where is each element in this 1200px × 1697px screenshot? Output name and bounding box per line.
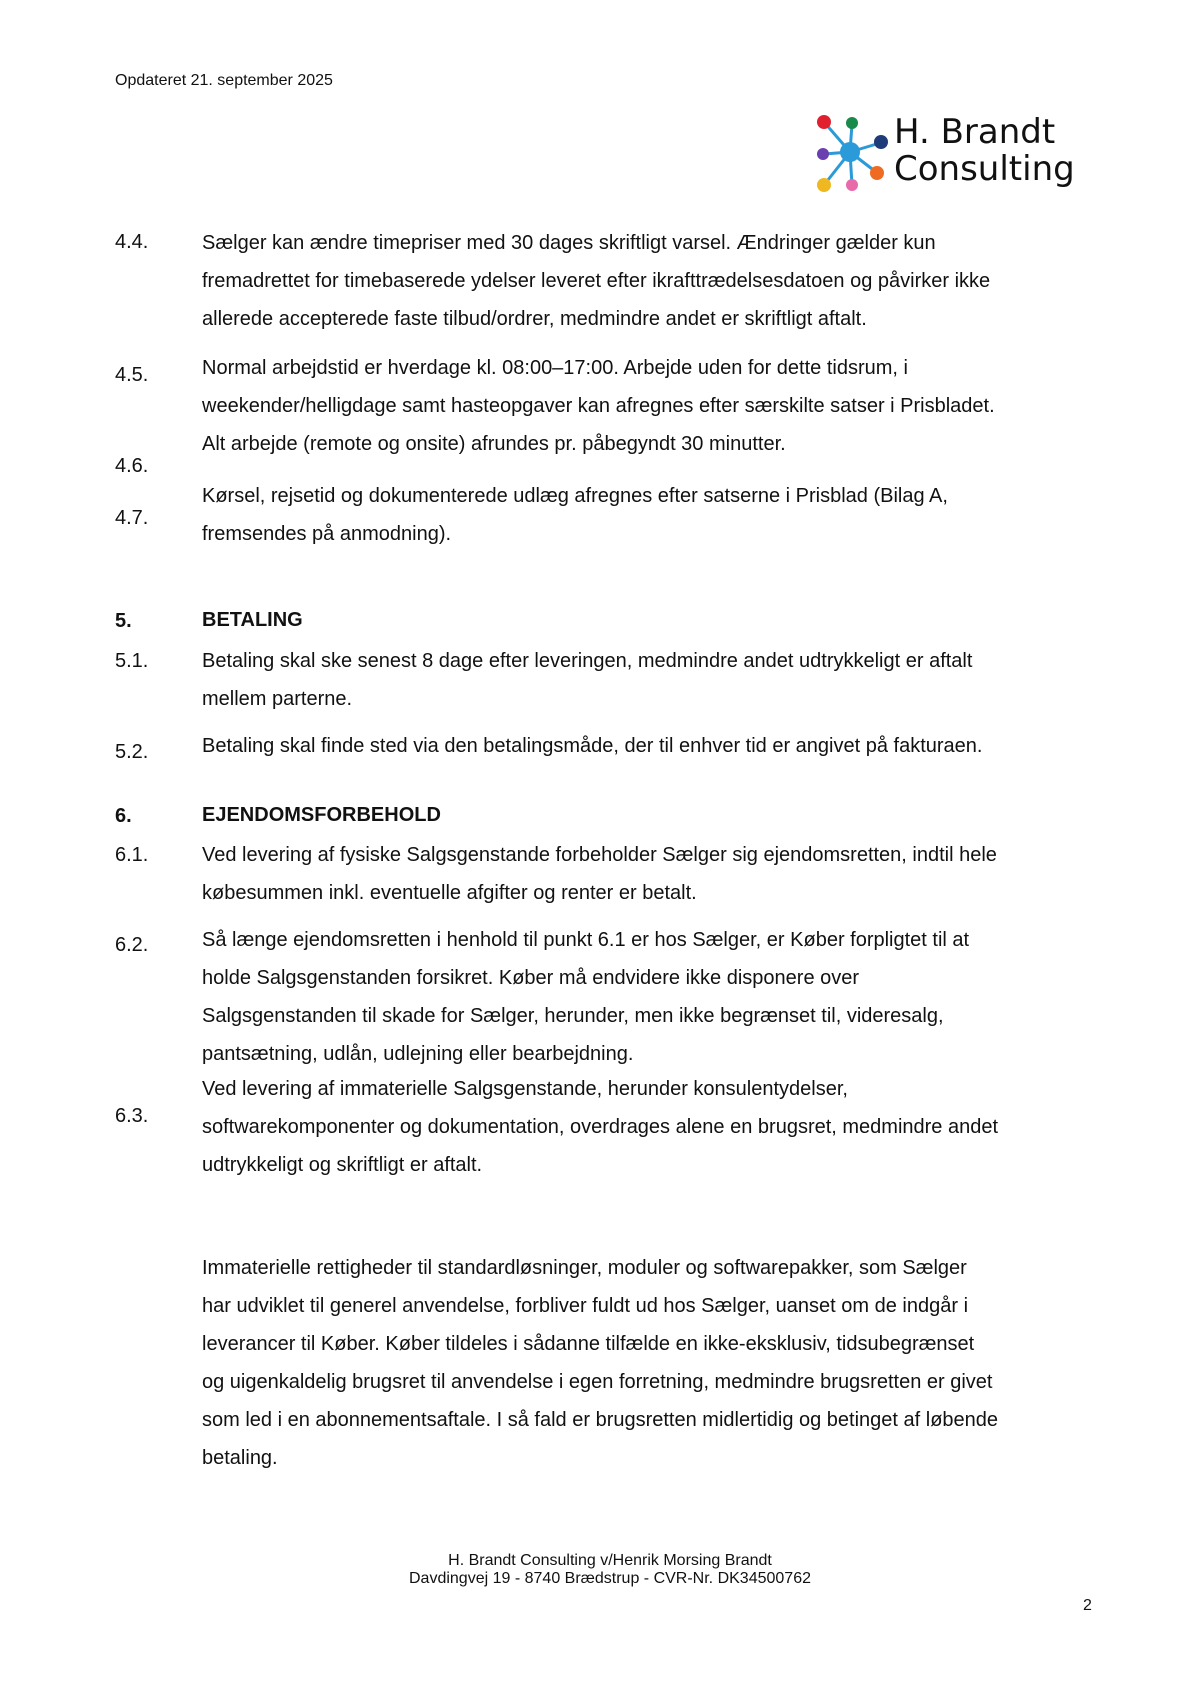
clause-number: 5.2.	[115, 741, 149, 763]
footer-company: H. Brandt Consulting v/Henrik Morsing Brandt	[448, 1552, 772, 1569]
network-logo-icon	[812, 110, 892, 192]
text-line: udtrykkeligt og skriftligt er aftalt.	[202, 1154, 483, 1176]
text-line: leverancer til Køber. Køber tildeles i sådanne tilfælde en ikke-eksklusiv, tidsubegrænset	[202, 1333, 975, 1355]
text-line: Salgsgenstanden til skade for Sælger, herunder, men ikke begrænset til, videresalg,	[202, 1005, 944, 1027]
text-line: Normal arbejdstid er hverdage kl. 08:00–17:00. Arbejde uden for dette tidsrum, i	[202, 357, 908, 379]
text-line: har udviklet til generel anvendelse, forbliver fuldt ud hos Sælger, uanset om de indgår i	[202, 1295, 969, 1317]
text-line: Sælger kan ændre timepriser med 30 dages skriftligt varsel. Ændringer gælder kun	[202, 232, 936, 254]
text-line: og uigenkaldelig brugsret til anvendelse i egen forretning, medmindre brugsretten er givet	[202, 1371, 993, 1393]
clause-6-3	[202, 1070, 1102, 1184]
updated-date: Opdateret 21. september 2025	[115, 72, 333, 89]
company-logo	[812, 110, 1092, 192]
text-line: som led i en abonnementsaftale. I så fald er brugsretten midlertidig og betinget af løbende	[202, 1409, 999, 1431]
clause-number: 4.5.	[115, 364, 149, 386]
clause-4-5	[202, 349, 1102, 425]
clause-6-1	[202, 836, 1102, 912]
clause-number: 4.7.	[115, 507, 149, 529]
clause-number: 6.3.	[115, 1105, 149, 1127]
logo-line1: H. Brandt	[894, 112, 1056, 152]
page-footer	[0, 1552, 1200, 1588]
text-line: pantsætning, udlån, udlejning eller bearbejdning.	[202, 1043, 634, 1065]
clause-number: 6.1.	[115, 844, 149, 866]
logo-text	[894, 114, 1075, 188]
section-number: 5.	[115, 610, 132, 632]
section-title-ejendomsforbehold: EJENDOMSFORBEHOLD	[202, 804, 441, 826]
logo-line2: Consulting	[894, 149, 1075, 189]
text-line: holde Salgsgenstanden forsikret. Køber må endvidere ikke disponere over	[202, 967, 860, 989]
clause-number: 6.2.	[115, 934, 149, 956]
text-line: Alt arbejde (remote og onsite) afrundes pr. påbegyndt 30 minutter.	[202, 433, 786, 455]
text-line: Så længe ejendomsretten i henhold til punkt 6.1 er hos Sælger, er Køber forpligtet til at	[202, 929, 970, 951]
text-line: Immaterielle rettigheder til standardløsninger, moduler og softwarepakker, som Sælger	[202, 1257, 967, 1279]
text-line: Ved levering af fysiske Salgsgenstande forbeholder Sælger sig ejendomsretten, indtil hele	[202, 844, 997, 866]
clause-5-2	[202, 727, 1102, 765]
footer-address: Davdingvej 19 - 8740 Brædstrup - CVR-Nr. DK34500762	[409, 1570, 811, 1587]
clause-6-2	[202, 921, 1102, 1073]
clause-4-4	[202, 224, 1102, 338]
clause-number: 5.1.	[115, 650, 149, 672]
clause-number: 4.4.	[115, 231, 149, 253]
section-number: 6.	[115, 805, 132, 827]
text-line: Ved levering af immaterielle Salgsgenstande, herunder konsulentydelser,	[202, 1078, 848, 1100]
text-line: købesummen inkl. eventuelle afgifter og renter er betalt.	[202, 882, 697, 904]
text-line: Betaling skal ske senest 8 dage efter leveringen, medmindre andet udtrykkeligt er aftalt	[202, 650, 973, 672]
clause-4-7	[202, 477, 1102, 553]
clause-number: 4.6.	[115, 455, 149, 477]
ip-rights-paragraph	[202, 1249, 1102, 1477]
text-line: betaling.	[202, 1447, 278, 1469]
text-line: Betaling skal finde sted via den betalingsmåde, der til enhver tid er angivet på fakturaen.	[202, 735, 983, 757]
page-number: 2	[1083, 1597, 1092, 1614]
text-line: softwarekomponenter og dokumentation, overdrages alene en brugsret, medmindre andet	[202, 1116, 999, 1138]
text-line: Kørsel, rejsetid og dokumenterede udlæg afregnes efter satserne i Prisblad (Bilag A,	[202, 485, 948, 507]
text-line: allerede accepterede faste tilbud/ordrer, medmindre andet er skriftligt aftalt.	[202, 308, 867, 330]
clause-4-6	[202, 425, 1102, 463]
clause-5-1	[202, 642, 1102, 718]
text-line: weekender/helligdage samt hasteopgaver kan afregnes efter særskilte satser i Prisbladet.	[202, 395, 995, 417]
text-line: mellem parterne.	[202, 688, 353, 710]
text-line: fremadrettet for timebaserede ydelser leveret efter ikrafttrædelsesdatoen og påvirker ikke	[202, 270, 991, 292]
section-title-betaling: BETALING	[202, 609, 303, 631]
text-line: fremsendes på anmodning).	[202, 523, 452, 545]
